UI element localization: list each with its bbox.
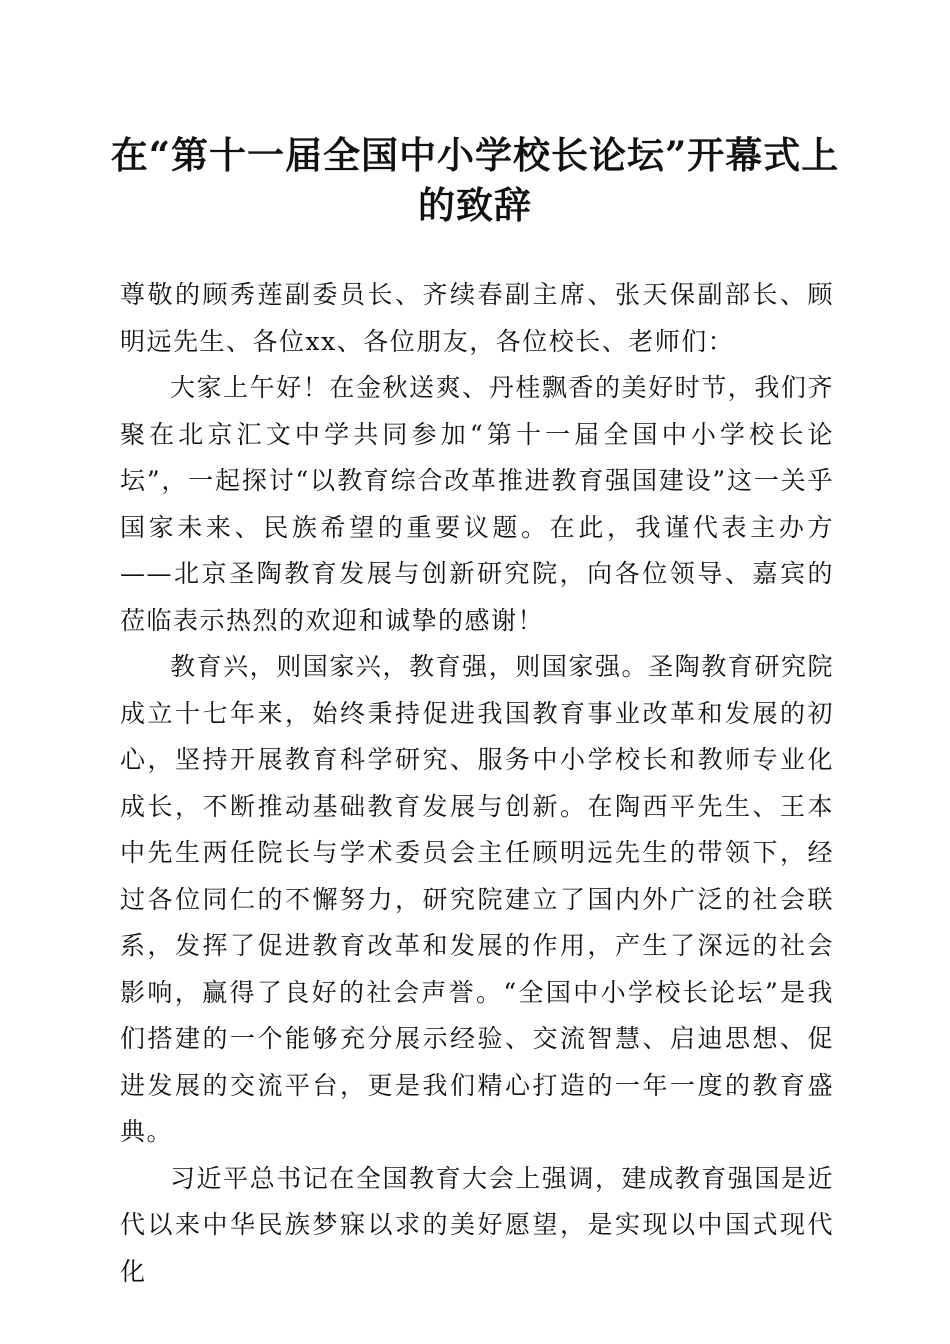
document-body [120, 272, 834, 1295]
body-paragraph-speech: 习近平总书记在全国教育大会上强调，建成教育强国是近代以来中华民族梦寐以求的美好愿望，是实现以中国式现代化 [120, 1163, 834, 1286]
document-title-line-1: 在“第十一届全国中小学校长论坛”开幕式上 [110, 133, 840, 177]
document-title-line-2: 的致辞 [418, 183, 532, 227]
body-paragraph-institute: 教育兴，则国家兴，教育强，则国家强。圣陶教育研究院成立十七年来，始终秉持促进我国教育事业改革和发展的初心，坚持开展教育科学研究、服务中小学校长和教师专业化成长，不断推动基础教育发展与创新。在陶西平先生、王本中先生两任院长与学术委员会主任顾明远先生的带领下，经过各位同仁的不懈努力，研究院建立了国内外广泛的社会联系，发挥了促进教育改革和发展的作用，产生了深远的社会影响，赢得了良好的社会声誉。“全国中小学校长论坛”是我们搭建的一个能够充分展示经验、交流智慧、启迪思想、促进发展的交流平台，更是我们精心打造的一年一度的教育盛典。 [120, 652, 834, 1146]
body-paragraph-greeting: 大家上午好！在金秋送爽、丹桂飘香的美好时节，我们齐聚在北京汇文中学共同参加“第十一届全国中小学校长论坛”，一起探讨“以教育综合改革推进教育强国建设”这一关乎国家未来、民族希望的重要议题。在此，我谨代表主办方——北京圣陶教育发展与创新研究院，向各位领导、嘉宾的莅临表示热烈的欢迎和诚挚的感谢！ [120, 373, 834, 635]
document-title [100, 130, 850, 230]
salutation-paragraph: 尊敬的顾秀莲副委员长、齐续春副主席、张天保副部长、顾明远先生、各位xx、各位朋友，各位校长、老师们： [120, 280, 834, 356]
